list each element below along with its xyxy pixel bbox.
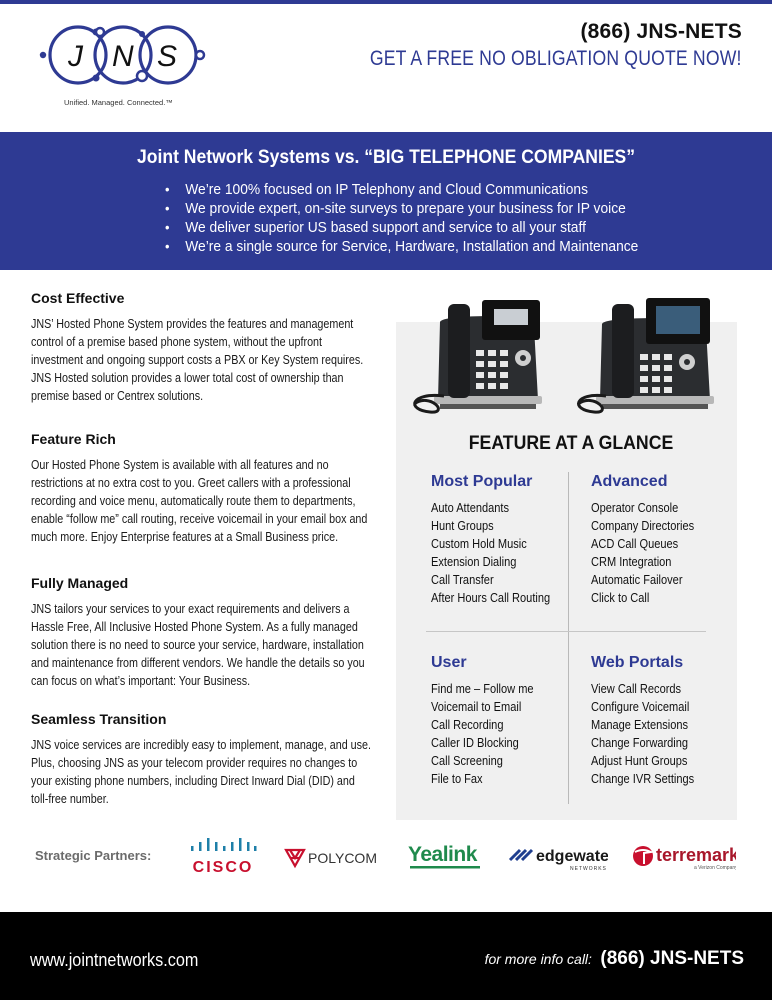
bullet-icon: • [165, 200, 170, 216]
svg-text:CISCO: CISCO [192, 859, 254, 876]
feature-item: CRM Integration [591, 554, 672, 569]
feature-column-user [431, 654, 581, 788]
svg-text:edgewater: edgewater [536, 848, 608, 865]
feature-item: Call Transfer [431, 572, 494, 587]
logo-rings-icon [38, 22, 208, 88]
feature-item: Company Directories [591, 518, 695, 533]
partners-label: Strategic Partners: [35, 848, 152, 863]
svg-text:terremark: terremark [656, 845, 736, 865]
feature-item: Call Recording [431, 717, 504, 732]
feature-item: Caller ID Blocking [431, 735, 519, 750]
website-link[interactable]: www.jointnetworks.com [30, 950, 199, 970]
feature-item: Adjust Hunt Groups [591, 753, 688, 768]
svg-text:S: S [157, 40, 178, 73]
banner-title: Joint Network Systems vs. “BIG TELEPHONE COMPANIES” [136, 146, 636, 168]
svg-text:J: J [68, 40, 83, 73]
svg-text:a Verizon Company: a Verizon Company [694, 865, 736, 871]
footer-phone[interactable]: (866) JNS-NETS [600, 948, 744, 969]
feature-item: Configure Voicemail [591, 699, 690, 714]
header-phone: (866) JNS-NETS [580, 20, 742, 43]
feature-item: Operator Console [591, 500, 679, 515]
terremark-globe-icon [632, 836, 736, 878]
section-title: Fully Managed [31, 575, 129, 591]
banner-bullet: • We provide expert, on-site surveys to prepare your business for IP voice [165, 200, 626, 217]
section-fully-managed [31, 575, 376, 690]
top-stripe [0, 0, 772, 4]
section-body: JNS tailors your services to your exact requirements and delivers a Hassle Free, All Inclusive Hosted Phone System. As a fully managed solution there is no need to source your service, hardware, installation and maintenance from different vendors. We handle the details so you can focus on what’s important: Your Business. [31, 602, 365, 688]
svg-text:NETWORKS: NETWORKS [570, 866, 607, 872]
partner-logo-yealink [406, 836, 486, 878]
feature-item: Hunt Groups [431, 518, 494, 533]
feature-item: After Hours Call Routing [431, 590, 551, 605]
tagline: Unified. Managed. Connected.™ [64, 98, 173, 107]
footer [0, 912, 772, 1000]
section-feature-rich [31, 431, 376, 546]
banner-bullets [165, 180, 679, 256]
ip-phones-image [400, 292, 740, 420]
feature-item: Click to Call [591, 590, 650, 605]
row-divider [426, 631, 706, 632]
svg-text:N: N [112, 40, 134, 73]
feature-column-heading: User [431, 654, 467, 671]
svg-text:POLYCOM: POLYCOM [308, 850, 377, 866]
svg-text:Yealink: Yealink [408, 843, 477, 866]
section-title: Cost Effective [31, 290, 125, 306]
feature-item: Find me – Follow me [431, 681, 534, 696]
section-title: Feature Rich [31, 431, 116, 447]
feature-column-heading: Web Portals [591, 654, 684, 671]
section-cost-effective [31, 290, 376, 405]
feature-column-heading: Most Popular [431, 473, 533, 490]
bullet-icon: • [165, 238, 170, 254]
feature-item: Change Forwarding [591, 735, 689, 750]
partner-logo-terremark [632, 836, 736, 878]
feature-item: Auto Attendants [431, 500, 510, 515]
feature-item: Voicemail to Email [431, 699, 522, 714]
feature-column-advanced [591, 473, 741, 607]
section-seamless-transition [31, 711, 376, 808]
footer-contact [485, 948, 744, 970]
partner-logo-polycom [283, 836, 383, 878]
edgewater-wave-icon [508, 836, 608, 878]
bullet-icon: • [165, 181, 170, 197]
banner-bullet: • We’re 100% focused on IP Telephony and Cloud Communications [165, 181, 588, 198]
banner-bullet: • We’re a single source for Service, Hardware, Installation and Maintenance [165, 238, 639, 255]
feature-item: View Call Records [591, 681, 682, 696]
partner-logo-edgewater [508, 836, 608, 878]
feature-item: ACD Call Queues [591, 536, 679, 551]
polycom-triangle-icon [283, 836, 383, 878]
cisco-bars-icon [188, 836, 258, 878]
feature-item: Extension Dialing [431, 554, 517, 569]
yealink-wordmark-icon [406, 836, 486, 878]
feature-column-web-portals [591, 654, 741, 788]
feature-item: Custom Hold Music [431, 536, 527, 551]
feature-item: Call Screening [431, 753, 503, 768]
feature-item: Automatic Failover [591, 572, 683, 587]
section-body: JNS’ Hosted Phone System provides the features and management control of a premise based phone system, without the upfront investment and ongoing support costs a PBX or Key System requires. JNS Hosted solution provides a lower total cost of ownership than premise based or Centrex solutions. [31, 317, 364, 403]
feature-item: File to Fax [431, 771, 483, 786]
call-label: for more info call: [484, 951, 592, 967]
ip-phone-icon [414, 300, 542, 412]
free-quote-cta[interactable]: GET A FREE NO OBLIGATION QUOTE NOW! [370, 47, 742, 70]
feature-column-most-popular [431, 473, 581, 607]
feature-item: Change IVR Settings [591, 771, 695, 786]
bullet-icon: • [165, 219, 170, 235]
section-title: Seamless Transition [31, 711, 167, 727]
partner-logo-cisco [188, 836, 258, 878]
ip-phone-icon [578, 298, 714, 412]
section-body: JNS voice services are incredibly easy to implement, manage, and use. Plus, choosing JNS as your telecom provider requires no changes to your existing phone numbers, including Direct Inward Dial (DID) and toll-free number. [31, 738, 371, 806]
comparison-banner [0, 132, 772, 270]
feature-item: Manage Extensions [591, 717, 689, 732]
banner-bullet: • We deliver superior US based support and service to all your staff [165, 219, 586, 236]
feature-column-heading: Advanced [591, 473, 668, 490]
section-body: Our Hosted Phone System is available with all features and no restrictions at no extra cost to you. Greet callers with a professional recording and voice menu, automatically route them to departments, enable “follow me” call routing, receive voicemail in your email box and much more. Enjoy Enterprise features at a Small Business price. [31, 458, 368, 544]
jns-logo [38, 22, 208, 110]
feature-panel-title: FEATURE AT A GLANCE [468, 433, 674, 454]
